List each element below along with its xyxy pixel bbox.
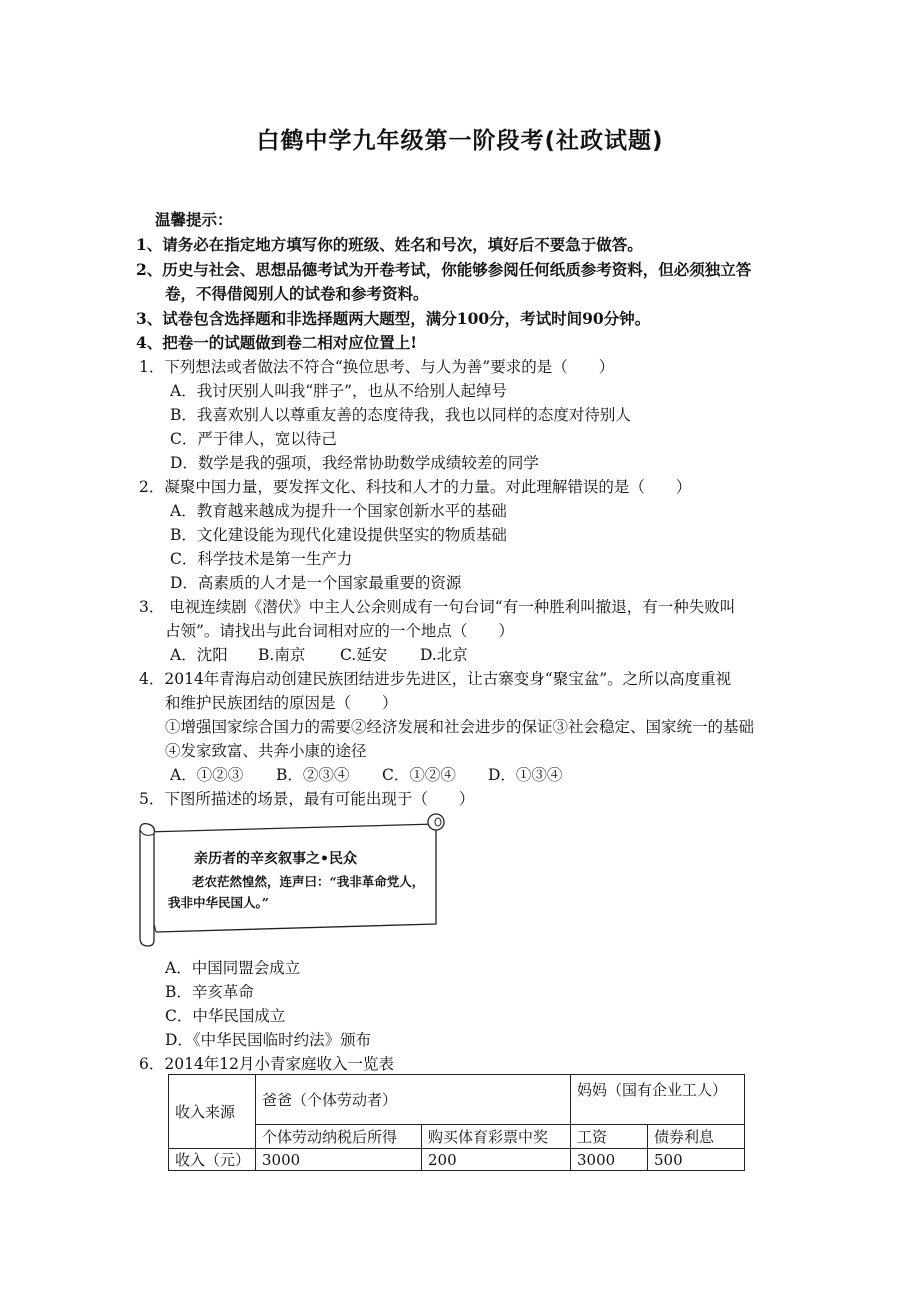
question-4-statement: ④发家致富、共奔小康的途径 bbox=[165, 742, 367, 760]
page-title: 白鹤中学九年级第一阶段考(社政试题) bbox=[256, 128, 664, 154]
question-4-options bbox=[170, 765, 562, 785]
mom-header: 妈妈（国有企业工人） bbox=[571, 1075, 745, 1125]
income-table bbox=[168, 1074, 745, 1171]
question-3-stem-cont: 占领”。请找出与此台词相对应的一个地点（ ） bbox=[165, 622, 514, 640]
option: B．②③④ bbox=[276, 766, 350, 784]
question-3-stem: 3． 电视连续剧《潜伏》中主人公余则成有一句台词“有一种胜利叫撤退，有一种失败叫 bbox=[139, 598, 736, 616]
option: A．中国同盟会成立 bbox=[165, 959, 301, 977]
notice-heading: 温馨提示： bbox=[155, 210, 233, 229]
scroll-illustration bbox=[136, 812, 448, 948]
column-header: 债券利息 bbox=[648, 1125, 745, 1149]
notice-item: 2、历史与社会、思想品德考试为开卷考试，你能够参阅任何纸质参考资料，但必须独立答 bbox=[136, 260, 752, 279]
table-cell: 200 bbox=[422, 1149, 571, 1171]
scroll-line: 我非中华民国人。” bbox=[168, 895, 269, 910]
option: B．文化建设能为现代化建设提供坚实的物质基础 bbox=[170, 526, 507, 544]
option: C．严于律人，宽以待己 bbox=[170, 430, 337, 448]
dad-header: 爸爸（个体劳动者） bbox=[256, 1075, 571, 1125]
question-4-stem-cont: 和维护民族团结的原因是（ ） bbox=[165, 694, 398, 712]
option: A．教育越来越成为提升一个国家创新水平的基础 bbox=[170, 502, 507, 520]
column-header: 工资 bbox=[571, 1125, 648, 1149]
income-label: 收入（元） bbox=[169, 1149, 256, 1171]
option: D．《中华民国临时约法》颁布 bbox=[165, 1031, 372, 1049]
option: C．科学技术是第一生产力 bbox=[170, 550, 353, 568]
option: D．①③④ bbox=[488, 766, 563, 784]
option: B.南京 bbox=[258, 646, 306, 664]
option: A．①②③ bbox=[170, 766, 244, 784]
question-3-options bbox=[170, 645, 468, 665]
option: D．数学是我的强项，我经常协助数学成绩较差的同学 bbox=[170, 454, 539, 472]
notice-item: 1、请务必在指定地方填写你的班级、姓名和号次，填好后不要急于做答。 bbox=[136, 235, 643, 254]
option: C.延安 bbox=[340, 646, 388, 664]
table-cell: 3000 bbox=[571, 1149, 648, 1171]
scroll-title: 亲历者的辛亥叙事之•民众 bbox=[194, 851, 357, 867]
option: A．沈阳 bbox=[170, 646, 228, 664]
question-2-stem: 2．凝聚中国力量，要发挥文化、科技和人才的力量。对此理解错误的是（ ） bbox=[139, 478, 692, 496]
question-4-stem: 4．2014年青海启动创建民族团结进步先进区，让古寨变身“聚宝盆”。之所以高度重视 bbox=[139, 670, 732, 688]
option: A．我讨厌别人叫我“胖子”，也从不给别人起绰号 bbox=[170, 382, 508, 400]
column-header: 个体劳动纳税后所得 bbox=[256, 1125, 422, 1149]
question-5-stem: 5．下图所描述的场景，最有可能出现于（ ） bbox=[139, 790, 475, 808]
scroll-line: 老农茫然惶然，连声曰：“我非革命党人， bbox=[192, 874, 425, 889]
notice-item: 卷，不得借阅别人的试卷和参考资料。 bbox=[165, 284, 429, 303]
question-6-stem: 6．2014年12月小青家庭收入一览表 bbox=[139, 1055, 395, 1073]
table-cell: 3000 bbox=[256, 1149, 422, 1171]
option: D．高素质的人才是一个国家最重要的资源 bbox=[170, 574, 462, 592]
table-cell: 500 bbox=[648, 1149, 745, 1171]
row-header: 收入来源 bbox=[169, 1075, 256, 1149]
option: C．中华民国成立 bbox=[165, 1007, 286, 1025]
option: B．辛亥革命 bbox=[165, 983, 254, 1001]
option: D.北京 bbox=[420, 646, 468, 664]
option: C．①②④ bbox=[382, 766, 456, 784]
question-1-stem: 1．下列想法或者做法不符合“换位思考、与人为善”要求的是（ ） bbox=[139, 358, 615, 376]
question-4-statement: ①增强国家综合国力的需要②经济发展和社会进步的保证③社会稳定、国家统一的基础 bbox=[165, 718, 755, 736]
notice-item: 4、把卷一的试题做到卷二相对应位置上! bbox=[136, 333, 418, 352]
column-header: 购买体育彩票中奖 bbox=[422, 1125, 571, 1149]
notice-item: 3、试卷包含选择题和非选择题两大题型，满分100分，考试时间90分钟。 bbox=[136, 309, 651, 328]
option: B．我喜欢别人以尊重友善的态度待我，我也以同样的态度对待别人 bbox=[170, 406, 631, 424]
